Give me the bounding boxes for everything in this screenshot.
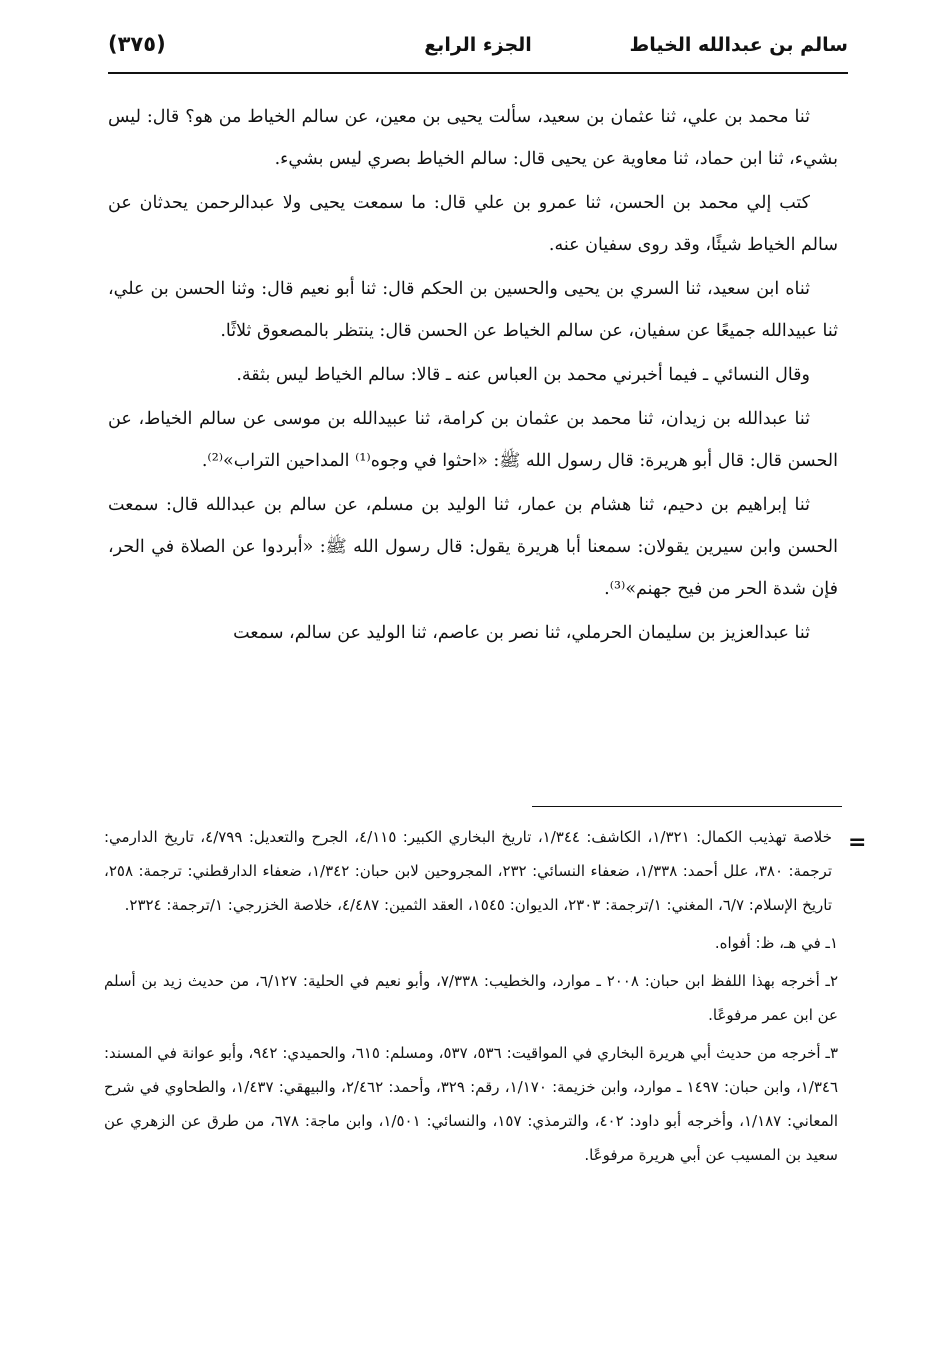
main-text — [108, 96, 838, 656]
footnotes — [104, 820, 838, 1176]
footnote: ٣ـ أخرجه من حديث أبي هريرة البخاري في المواقيت: ٥٣٦، ٥٣٧، ومسلم: ٦١٥، والحميدي: ٩٤٢، وأبو عوانة في المسند: ١/٣٤٦، وابن حبان: ١٤٩٧ ـ موارد، وابن خزيمة: ١/١٧٠، رقم: ٣٢٩، وأحمد: ٢/٤٦٢، والبيهقي: ١/٤٣٧، والطحاوي في شرح المعاني: ١/١٨٧، وأخرجه أبو داود: ٤٠٢، والترمذي: ١٥٧، والنسائي: ١/٥٠١، وابن ماجة: ٦٧٨، من طرق عن الزهري عن سعيد بن المسيب عن أبي هريرة مرفوعًا. — [104, 1044, 839, 1164]
header-rule — [108, 72, 848, 74]
paragraph: وقال النسائي ـ فيما أخبرني محمد بن العباس عنه ـ قالا: سالم الخياط ليس بثقة. — [236, 365, 810, 385]
footnote-separator — [532, 806, 842, 807]
paragraph: ثنا محمد بن علي، ثنا عثمان بن سعيد، سألت يحيى بن معين، عن سالم الخياط من هو؟ قال: ليس بشيء، ثنا ابن حماد، ثنا معاوية عن يحيى قال: سالم الخياط بصري ليس بشيء. — [108, 107, 838, 169]
paragraph: كتب إلي محمد بن الحسن، ثنا عمرو بن علي قال: ما سمعت يحيى ولا عبدالرحمن يحدثان عن سالم الخياط شيئًا، وقد روى سفيان عنه. — [108, 193, 838, 255]
footnote: ١ـ في هـ، ظ: أفواه. — [714, 934, 838, 952]
page-header — [108, 30, 848, 70]
paragraph: ثنا إبراهيم بن دحيم، ثنا هشام بن عمار، ثنا الوليد بن مسلم، عن سالم بن عبدالله قال: سمعت الحسن وابن سيرين يقولان: سمعنا أبا هريرة يقول: قال رسول الله ﷺ: «أبردوا عن الصلاة في الحر، فإن شدة الحر من فيح جهنم»⁽³⁾. — [108, 495, 838, 599]
continuation-mark: = — [848, 830, 867, 855]
paragraph: ثنا عبدالله بن زيدان، ثنا محمد بن عثمان بن كرامة، ثنا عبيدالله بن موسى عن سالم الخياط، عن الحسن قال: قال أبو هريرة: قال رسول الله ﷺ: «احثوا في وجوه⁽¹⁾ المداحين التراب»⁽²⁾. — [108, 409, 838, 471]
part-title: الجزء الرابع — [424, 34, 532, 56]
paragraph: ثناه ابن سعيد، ثنا السري بن يحيى والحسين بن الحكم قال: ثنا أبو نعيم قال: وثنا الحسن بن علي، ثنا عبيدالله جميعًا عن سفيان، عن سالم الخياط عن الحسن قال: ينتظر بالمصعوق ثلاثًا. — [108, 279, 838, 341]
running-title: سالم بن عبدالله الخياط — [629, 34, 848, 56]
footnote: ٢ـ أخرجه بهذا اللفظ ابن حبان: ٢٠٠٨ ـ موارد، والخطيب: ٧/٣٣٨، وأبو نعيم في الحلية: ٦/١٢٧، من حديث زيد بن أسلم عن ابن عمر مرفوعًا. — [104, 972, 838, 1024]
footnote-continuation: خلاصة تهذيب الكمال: ١/٣٢١، الكاشف: ١/٣٤٤، تاريخ البخاري الكبير: ٤/١١٥، الجرح والتعديل: ٤/٧٩٩، تاريخ الدارمي: ترجمة: ٣٨٠، علل أحمد: ١/٣٣٨، ضعفاء النسائي: ٢٣٢، المجروحين لابن حبان: ١/٣٤٢، ضعفاء الدارقطني: ترجمة: ٢٥٨، تاريخ الإسلام: ٦/٧، المغني: ١/ترجمة: ٢٣٠٣، الديوان: ١٥٤٥، العقد الثمين: ٤/٤٨٧، خلاصة الخزرجي: ١/ترجمة: ٢٣٢٤. — [104, 828, 832, 914]
paragraph: ثنا عبدالعزيز بن سليمان الحرملي، ثنا نصر بن عاصم، ثنا الوليد عن سالم، سمعت — [233, 623, 810, 643]
page-number: (٣٧٥) — [108, 32, 166, 56]
